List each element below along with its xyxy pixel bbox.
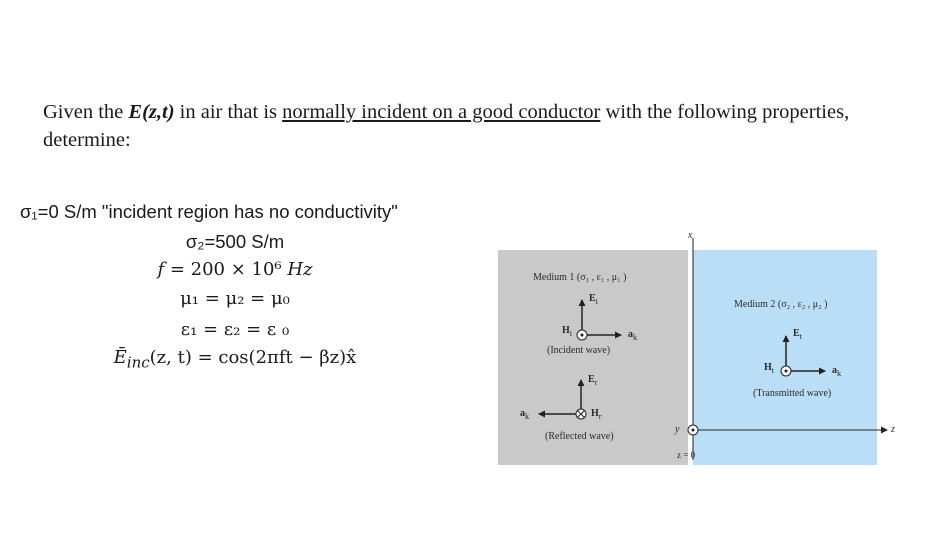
incident-field-line bbox=[0, 347, 470, 372]
x-axis-label: x bbox=[688, 230, 693, 241]
permittivity-line: ε₁ = ε₂ = ε ₀ bbox=[180, 319, 290, 340]
permeability-line: μ₁ = μ₂ = μ₀ bbox=[180, 288, 290, 309]
sigma1-line: σ₁=0 S/m "incident region has no conductivity" bbox=[20, 201, 398, 222]
einc-subscript: inc bbox=[126, 353, 150, 372]
problem-statement bbox=[43, 98, 893, 154]
freq-unit: Hz bbox=[287, 259, 313, 280]
einc-expression: (z, t) = cos(2πft − βz)x̂ bbox=[149, 347, 357, 368]
et-label: $E_t$ bbox=[793, 328, 802, 341]
ei-label: $E_i$ bbox=[589, 293, 598, 306]
wave-diagram bbox=[495, 228, 905, 468]
medium2-label: Medium 2 (σ₂ , ε₂ , μ₂ ) bbox=[734, 299, 828, 310]
er-label: $E_r$ bbox=[588, 374, 598, 387]
problem-tail: with the following properties, determine: bbox=[43, 101, 850, 151]
reflected-wave-label: (Reflected wave) bbox=[545, 431, 614, 442]
ht-label: $H_t$ bbox=[764, 362, 775, 375]
y-axis-label: y bbox=[675, 424, 680, 435]
z0-label: z = 0 bbox=[677, 450, 696, 460]
problem-lead: Given the bbox=[43, 101, 129, 123]
z-axis-label: z bbox=[891, 424, 895, 435]
underlined-phrase: normally incident on a good conductor bbox=[282, 101, 601, 123]
freq-value: = 200 × 10⁶ bbox=[164, 259, 288, 280]
hr-label: $H_r$ bbox=[591, 408, 602, 421]
hi-label: $H_i$ bbox=[562, 325, 573, 338]
medium1-label: Medium 1 (σ₁ , ε₁ , μ₁ ) bbox=[533, 272, 627, 283]
ak-incident-label: $a_k$ bbox=[628, 329, 638, 342]
field-symbol: E(z,t) bbox=[128, 101, 175, 123]
frequency-line bbox=[0, 259, 470, 280]
transmitted-wave-label: (Transmitted wave) bbox=[753, 388, 832, 399]
problem-mid: in air that is bbox=[174, 101, 283, 123]
sigma2-line: σ₂=500 S/m bbox=[185, 231, 285, 252]
ak-reflected-label: $a_k$ bbox=[520, 408, 530, 421]
einc-symbol: Ē bbox=[113, 347, 127, 368]
ak-transmitted-label: $a_k$ bbox=[832, 365, 842, 378]
incident-wave-label: (Incident wave) bbox=[547, 345, 611, 356]
freq-symbol: f bbox=[157, 259, 165, 280]
